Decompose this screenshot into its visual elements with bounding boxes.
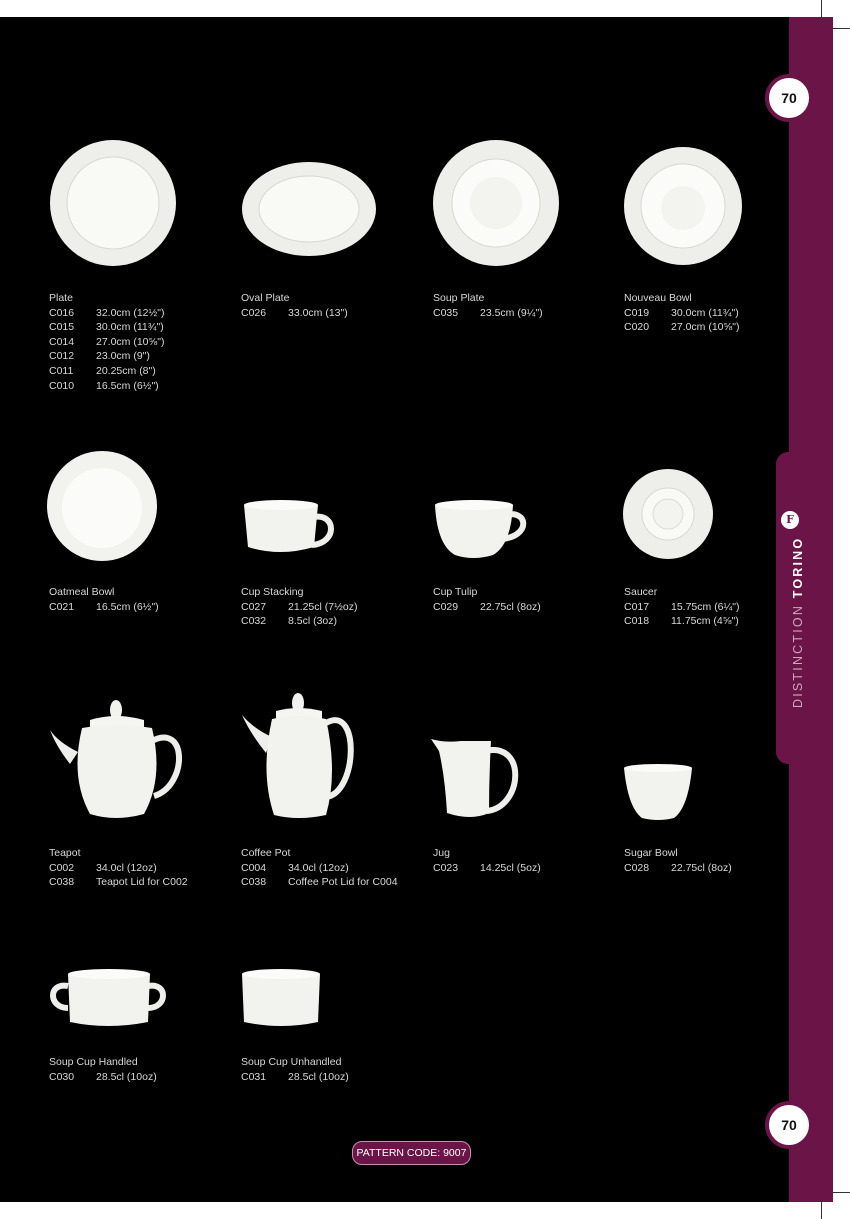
product-size: 23.0cm (9") [96, 350, 150, 363]
product-oval-plate [241, 291, 348, 320]
product-code: C014 [49, 335, 75, 348]
product-size: 11.75cm (4⅝") [671, 615, 739, 628]
product-spec-row [49, 600, 159, 615]
product-soup-cup-handled [49, 1055, 157, 1084]
product-code: C031 [241, 1070, 267, 1083]
product-spec-row [49, 1070, 157, 1085]
range-name: TORINO [791, 536, 805, 599]
product-size: 21.25cl (7½oz) [288, 600, 358, 613]
product-teapot [49, 846, 188, 890]
range-tab-label [791, 537, 805, 708]
plate-image [48, 138, 178, 268]
product-name: Jug [433, 847, 450, 859]
product-size: 30.0cm (11¾") [96, 321, 164, 334]
product-size: 16.5cm (6½") [96, 600, 159, 613]
pattern-code-badge: PATTERN CODE: 9007 [352, 1141, 471, 1165]
product-code: C038 [241, 876, 267, 889]
product-code: C021 [49, 600, 75, 613]
product-sugar-bowl [624, 846, 732, 875]
product-size: Coffee Pot Lid for C004 [288, 876, 398, 889]
product-code: C027 [241, 600, 267, 613]
product-name: Soup Plate [433, 292, 485, 304]
product-spec-row [433, 861, 541, 876]
product-size: 34.0cl (12oz) [288, 861, 349, 874]
product-spec-row [49, 861, 188, 876]
product-size: Teapot Lid for C002 [96, 876, 188, 889]
product-code: C038 [49, 876, 75, 889]
product-name: Teapot [49, 847, 81, 859]
product-code: C012 [49, 350, 75, 363]
product-size: 22.75cl (8oz) [480, 600, 541, 613]
product-size: 28.5cl (10oz) [288, 1070, 349, 1083]
soup-cup-handled-image [48, 968, 170, 1032]
saucer-image [622, 468, 714, 560]
product-spec-row [241, 875, 398, 890]
product-name: Oval Plate [241, 292, 290, 304]
product-code: C010 [49, 379, 75, 392]
soup-cup-unhandled-image [240, 968, 322, 1032]
crop-mark [833, 28, 850, 29]
product-spec-row [49, 349, 165, 364]
coffee-pot-image [240, 693, 356, 821]
teapot-image [48, 698, 188, 822]
product-spec-row [49, 379, 165, 394]
product-code: C018 [624, 615, 650, 628]
series-name: DISTINCTION [791, 603, 805, 708]
product-code: C004 [241, 861, 267, 874]
oatmeal-bowl-image [46, 450, 158, 562]
page-number-bottom: 70 [765, 1101, 813, 1149]
product-code: C015 [49, 321, 75, 334]
product-name: Soup Cup Unhandled [241, 1056, 342, 1068]
product-name: Coffee Pot [241, 847, 291, 859]
product-size: 30.0cm (11¾") [671, 306, 739, 319]
crop-mark [833, 1192, 850, 1193]
product-size: 15.75cm (6¼") [671, 600, 740, 613]
product-name: Saucer [624, 586, 658, 598]
jug-image [431, 737, 523, 823]
product-code: C011 [49, 364, 74, 377]
product-name: Sugar Bowl [624, 847, 678, 859]
product-nouveau-bowl [624, 291, 740, 335]
product-saucer [624, 585, 740, 629]
product-name: Soup Cup Handled [49, 1056, 138, 1068]
product-spec-row [624, 306, 740, 321]
oval-plate-image [240, 160, 378, 258]
product-spec-row [433, 306, 543, 321]
product-code: C002 [49, 861, 75, 874]
product-spec-row [241, 306, 348, 321]
product-spec-row [49, 364, 165, 379]
soup-plate-image [431, 138, 561, 268]
page-number-top: 70 [765, 74, 813, 122]
product-name: Cup Tulip [433, 586, 478, 598]
product-size: 27.0cm (10⅝") [96, 335, 165, 348]
product-code: C035 [433, 306, 459, 319]
product-cup-stacking [241, 585, 357, 629]
product-size: 14.25cl (5oz) [480, 861, 541, 874]
tulip-cup-image [433, 495, 529, 563]
product-name: Oatmeal Bowl [49, 586, 115, 598]
product-spec-row [49, 306, 165, 321]
product-code: C029 [433, 600, 459, 613]
product-soup-plate [433, 291, 543, 320]
product-name: Nouveau Bowl [624, 292, 692, 304]
product-spec-row [241, 1070, 349, 1085]
product-size: 16.5cm (6½") [96, 379, 159, 392]
product-name: Cup Stacking [241, 586, 304, 598]
product-name: Plate [49, 292, 73, 304]
product-code: C028 [624, 861, 650, 874]
product-spec-row [241, 614, 357, 629]
product-code: C026 [241, 306, 267, 319]
product-size: 33.0cm (13") [288, 306, 348, 319]
product-spec-row [624, 614, 740, 629]
crop-mark [821, 1197, 822, 1219]
product-spec-row [624, 600, 740, 615]
product-code: C032 [241, 615, 267, 628]
product-size: 23.5cm (9¼") [480, 306, 543, 319]
product-code: C020 [624, 321, 650, 334]
product-spec-row [49, 335, 165, 350]
product-size: 8.5cl (3oz) [288, 615, 338, 628]
product-size: 20.25cm (8") [96, 364, 156, 377]
product-code: C017 [624, 600, 650, 613]
product-spec-row [241, 861, 398, 876]
product-jug [433, 846, 541, 875]
product-spec-row [433, 600, 541, 615]
product-spec-row [49, 320, 165, 335]
product-plate [49, 291, 165, 393]
product-spec-row [624, 320, 740, 335]
product-spec-row [49, 875, 188, 890]
product-code: C019 [624, 306, 650, 319]
product-coffee-pot [241, 846, 398, 890]
nouveau-bowl-image [622, 145, 744, 267]
product-spec-row [241, 600, 357, 615]
product-spec-row [624, 861, 732, 876]
product-size: 22.75cl (8oz) [671, 861, 732, 874]
product-soup-cup-unhandled [241, 1055, 349, 1084]
stacking-cup-image [240, 495, 336, 561]
product-code: C023 [433, 861, 459, 874]
product-code: C016 [49, 306, 75, 319]
crop-mark [821, 0, 822, 22]
product-code: C030 [49, 1070, 75, 1083]
range-badge: F [781, 511, 799, 529]
sugar-bowl-image [622, 762, 694, 822]
product-size: 27.0cm (10⅝") [671, 321, 740, 334]
product-size: 32.0cm (12½") [96, 306, 165, 319]
product-size: 28.5cl (10oz) [96, 1070, 157, 1083]
product-size: 34.0cl (12oz) [96, 861, 157, 874]
product-oatmeal-bowl [49, 585, 159, 614]
product-cup-tulip [433, 585, 541, 614]
